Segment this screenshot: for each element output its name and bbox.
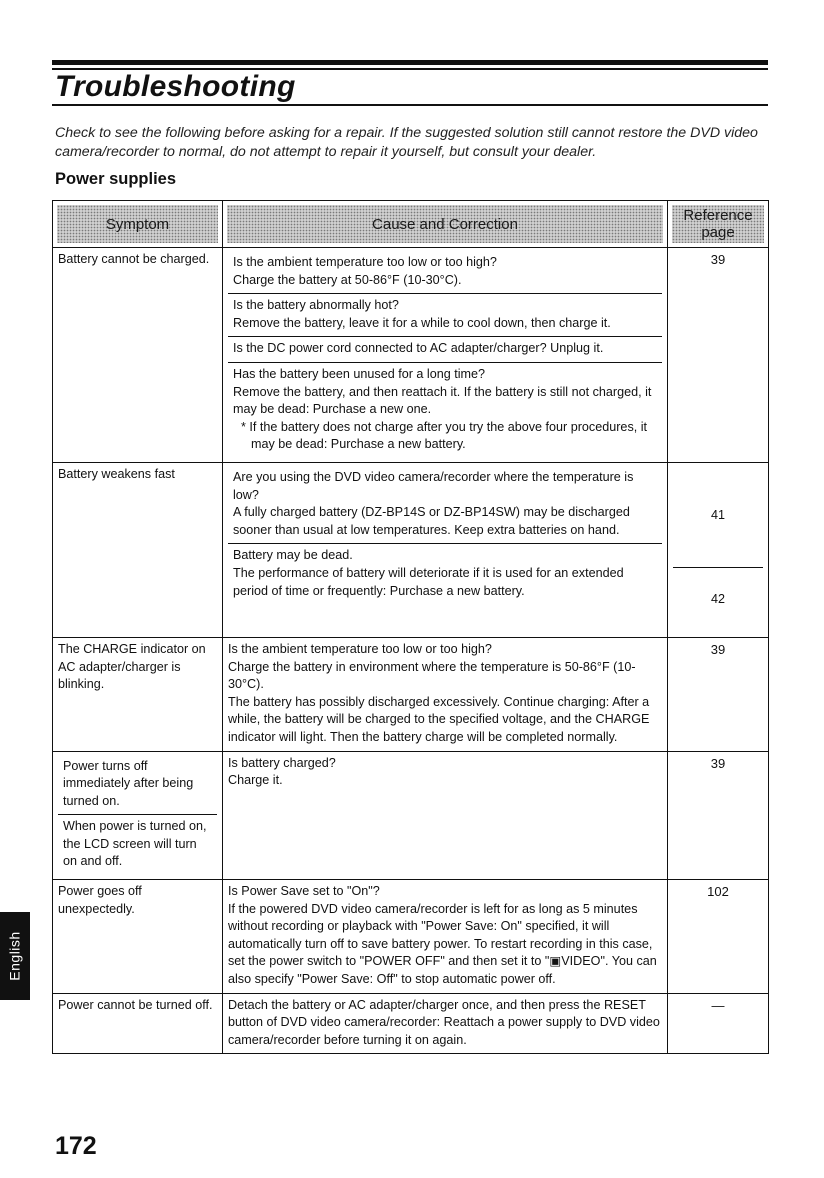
reference-value: 41 <box>673 466 763 568</box>
page-title: Troubleshooting <box>55 70 296 103</box>
header-symptom: Symptom <box>53 201 223 248</box>
cause-cell: Is the ambient temperature too low or too high? Charge the battery in environment where the temperature is 50-86°F (10-30°C). The battery has possibly discharged excessively. Continue charging: After a while, the battery will be charged to the specified voltage, and the CHARGE indicator will light. Then the battery charge will be completed normally. <box>223 637 668 751</box>
cause-cell: Detach the battery or AC adapter/charger once, and then press the RESET button of DVD video camera/recorder: Reattach a power supply to DVD video camera/recorder before turning it on again. <box>223 993 668 1054</box>
cause-item: Are you using the DVD video camera/recorder where the temperature is low? A fully charged battery (DZ-BP14S or DZ-BP14SW) may be discharged sooner than usual at low temperatures. Keep extra batteries on hand. <box>228 466 662 544</box>
symptom-cell <box>53 751 223 880</box>
table-row <box>53 248 769 463</box>
reference-value: 42 <box>710 592 725 607</box>
symptom-cell: Power cannot be turned off. <box>53 993 223 1054</box>
reference-cell: 39 <box>668 751 769 880</box>
symptom-cell: Battery cannot be charged. <box>53 248 223 463</box>
troubleshooting-table <box>52 200 769 1054</box>
cause-item: Battery may be dead. The performance of battery will deteriorate if it is used for an extended period of time or frequently: Purchase a new battery. <box>233 548 624 598</box>
symptom-item: Power turns off immediately after being turned on. <box>58 755 217 816</box>
intro-text: Check to see the following before asking for a repair. If the suggested solution still cannot restore the DVD video camera/recorder to normal, do not attempt to repair it yourself, but consult your dealer. <box>55 125 758 160</box>
cause-item: Is the ambient temperature too low or too high? Charge the battery at 50-86°F (10-30°C). <box>228 251 662 294</box>
table-header-row <box>53 201 769 248</box>
table-row <box>53 751 769 880</box>
symptom-cell: The CHARGE indicator on AC adapter/charger is blinking. <box>53 637 223 751</box>
reference-cell <box>668 462 769 637</box>
header-cause: Cause and Correction <box>223 201 668 248</box>
language-tab <box>0 912 30 1000</box>
header-reference: Reference page <box>668 201 769 248</box>
language-tab-label: English <box>7 931 24 981</box>
cause-item: Has the battery been unused for a long time? Remove the battery, and then reattach it. If the battery is still not charged, it may be dead: Purchase a new one. * If the battery does not charge after you try the above four procedures, it may be dead: Purchase a new battery. <box>233 366 652 452</box>
reference-cell: 39 <box>668 248 769 463</box>
table-row <box>53 880 769 994</box>
cause-cell: Is Power Save set to "On"? If the powered DVD video camera/recorder is left for as long as 5 minutes without recording or playback with "Power Save: On" specified, it will automatically turn off to save battery power. To restart recording in this case, set the power switch to "POWER OFF" and then set it to "▣VIDEO". You can also specify "Power Save: Off" to stop automatic power off. <box>223 880 668 994</box>
section-title: Power supplies <box>55 170 177 188</box>
cause-cell <box>223 462 668 637</box>
symptom-item: When power is turned on, the LCD screen will turn on and off. <box>63 819 207 869</box>
page-number: 172 <box>55 1132 97 1160</box>
reference-cell: — <box>668 993 769 1054</box>
cause-cell <box>223 248 668 463</box>
cause-item: Is the DC power cord connected to AC adapter/charger? Unplug it. <box>228 337 662 363</box>
cause-cell: Is battery charged? Charge it. <box>223 751 668 880</box>
table-row <box>53 462 769 637</box>
cause-item: Is the battery abnormally hot? Remove the battery, leave it for a while to cool down, then charge it. <box>228 294 662 337</box>
reference-cell: 102 <box>668 880 769 994</box>
table-row <box>53 637 769 751</box>
symptom-cell: Power goes off unexpectedly. <box>53 880 223 994</box>
top-rule <box>52 60 768 65</box>
reference-cell: 39 <box>668 637 769 751</box>
table-row <box>53 993 769 1054</box>
title-rule <box>52 104 768 106</box>
symptom-cell: Battery weakens fast <box>53 462 223 637</box>
